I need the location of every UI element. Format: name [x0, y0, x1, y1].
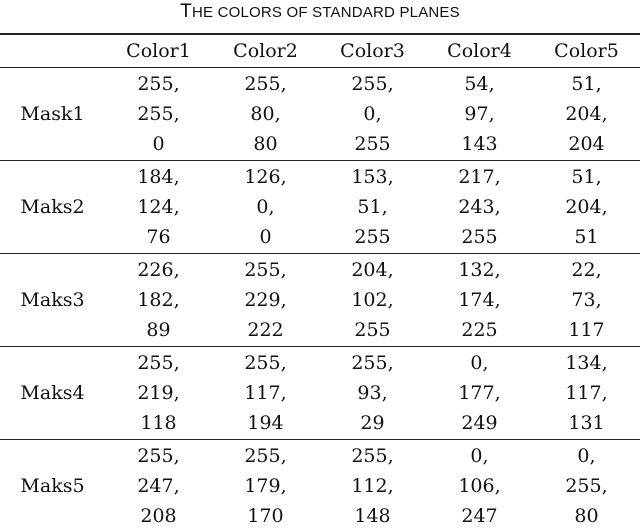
cell-value: 247 [426, 501, 533, 531]
table-cell [105, 161, 212, 254]
table-row [0, 254, 640, 347]
cell-value: 255, [105, 99, 212, 129]
cell-value: 80, [212, 99, 319, 129]
cell-value: 204, [319, 255, 426, 285]
cell-value: 229, [212, 285, 319, 315]
cell-value: 148 [319, 501, 426, 531]
cell-value: 93, [319, 378, 426, 408]
cell-value: 131 [533, 408, 640, 438]
cell-value: 118 [105, 408, 212, 438]
cell-value: 255, [105, 441, 212, 471]
cell-value: 222 [212, 315, 319, 345]
cell-value: 126, [212, 162, 319, 192]
cell-value: 106, [426, 471, 533, 501]
cell-value: 204, [533, 192, 640, 222]
cell-value: 226, [105, 255, 212, 285]
cell-value: 22, [533, 255, 640, 285]
table-cell [105, 440, 212, 532]
cell-value: 51, [533, 69, 640, 99]
row-label: Maks5 [0, 440, 105, 532]
cell-value: 80 [533, 501, 640, 531]
cell-value: 243, [426, 192, 533, 222]
cell-value: 51, [319, 192, 426, 222]
table-cell [426, 161, 533, 254]
cell-value: 0, [426, 348, 533, 378]
cell-value: 80 [212, 129, 319, 159]
table-cell [212, 440, 319, 532]
cell-value: 73, [533, 285, 640, 315]
cell-value: 204 [533, 129, 640, 159]
cell-value: 255 [319, 129, 426, 159]
table-body [0, 68, 640, 532]
table-caption [0, 0, 640, 26]
cell-value: 255 [319, 315, 426, 345]
table-cell [319, 68, 426, 161]
header-row [0, 34, 640, 68]
table-cell [212, 347, 319, 440]
header-color3: Color3 [319, 34, 426, 68]
cell-value: 51, [533, 162, 640, 192]
table-cell [533, 254, 640, 347]
cell-value: 255, [212, 69, 319, 99]
cell-value: 247, [105, 471, 212, 501]
cell-value: 0 [105, 129, 212, 159]
table-cell [319, 161, 426, 254]
table-cell [533, 161, 640, 254]
cell-value: 51 [533, 222, 640, 252]
cell-value: 184, [105, 162, 212, 192]
table-cell [533, 440, 640, 532]
cell-value: 255 [426, 222, 533, 252]
table-cell [426, 347, 533, 440]
table-cell [319, 440, 426, 532]
header-color5: Color5 [533, 34, 640, 68]
caption-rest: HE COLORS OF STANDARD PLANES [192, 4, 460, 21]
standard-plane-colors-table [0, 33, 640, 532]
cell-value: 255, [533, 471, 640, 501]
cell-value: 153, [319, 162, 426, 192]
table-row [0, 440, 640, 532]
table-cell [319, 254, 426, 347]
row-label: Mask1 [0, 68, 105, 161]
cell-value: 194 [212, 408, 319, 438]
row-label: Maks4 [0, 347, 105, 440]
cell-value: 255, [212, 348, 319, 378]
cell-value: 102, [319, 285, 426, 315]
cell-value: 0 [212, 222, 319, 252]
cell-value: 170 [212, 501, 319, 531]
cell-value: 255, [105, 69, 212, 99]
cell-value: 132, [426, 255, 533, 285]
cell-value: 255, [212, 255, 319, 285]
header-color2: Color2 [212, 34, 319, 68]
table-cell [533, 347, 640, 440]
table-cell [212, 254, 319, 347]
cell-value: 76 [105, 222, 212, 252]
header-corner [0, 34, 105, 68]
table-cell [105, 68, 212, 161]
table-row [0, 161, 640, 254]
caption-lead-letter: T [180, 1, 192, 22]
table-cell [212, 161, 319, 254]
cell-value: 225 [426, 315, 533, 345]
cell-value: 89 [105, 315, 212, 345]
cell-value: 255 [319, 222, 426, 252]
cell-value: 0, [426, 441, 533, 471]
table-cell [105, 254, 212, 347]
table-cell [426, 254, 533, 347]
cell-value: 177, [426, 378, 533, 408]
cell-value: 255, [319, 441, 426, 471]
header-color4: Color4 [426, 34, 533, 68]
cell-value: 174, [426, 285, 533, 315]
table-cell [426, 68, 533, 161]
cell-value: 255, [212, 441, 319, 471]
cell-value: 208 [105, 501, 212, 531]
cell-value: 182, [105, 285, 212, 315]
cell-value: 124, [105, 192, 212, 222]
cell-value: 204, [533, 99, 640, 129]
cell-value: 112, [319, 471, 426, 501]
table-cell [426, 440, 533, 532]
table-cell [319, 347, 426, 440]
cell-value: 54, [426, 69, 533, 99]
table-row [0, 347, 640, 440]
table-cell [212, 68, 319, 161]
table-row [0, 68, 640, 161]
cell-value: 0, [533, 441, 640, 471]
cell-value: 255, [105, 348, 212, 378]
cell-value: 255, [319, 69, 426, 99]
cell-value: 117 [533, 315, 640, 345]
table-header [0, 34, 640, 68]
cell-value: 97, [426, 99, 533, 129]
row-label: Maks3 [0, 254, 105, 347]
header-color1: Color1 [105, 34, 212, 68]
cell-value: 143 [426, 129, 533, 159]
cell-value: 219, [105, 378, 212, 408]
cell-value: 217, [426, 162, 533, 192]
cell-value: 29 [319, 408, 426, 438]
cell-value: 117, [212, 378, 319, 408]
cell-value: 0, [212, 192, 319, 222]
table-cell [533, 68, 640, 161]
cell-value: 0, [319, 99, 426, 129]
cell-value: 255, [319, 348, 426, 378]
row-label: Maks2 [0, 161, 105, 254]
cell-value: 249 [426, 408, 533, 438]
cell-value: 179, [212, 471, 319, 501]
table-cell [105, 347, 212, 440]
cell-value: 117, [533, 378, 640, 408]
cell-value: 134, [533, 348, 640, 378]
